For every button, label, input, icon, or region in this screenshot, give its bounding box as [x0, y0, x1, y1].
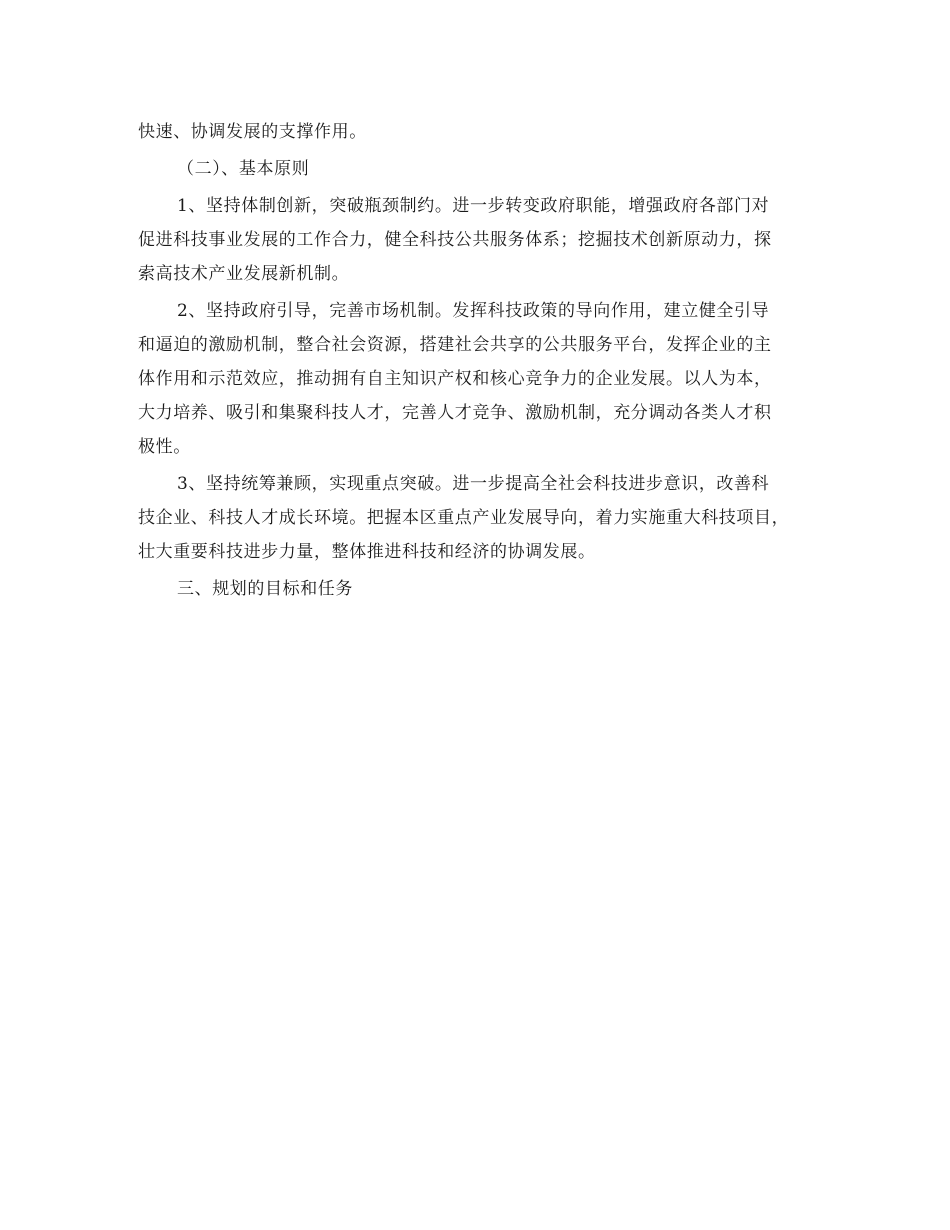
paragraph-line: 快速、协调发展的支撑作用。: [138, 122, 367, 142]
section-heading: 三、规划的目标和任务: [177, 579, 353, 599]
paragraph-line: 2、坚持政府引导，完善市场机制。发挥科技政策的导向作用，建立健全引导: [177, 301, 770, 321]
paragraph-line: 和逼迫的激励机制，整合社会资源，搭建社会共享的公共服务平台，发挥企业的主: [138, 335, 772, 355]
paragraph-line: 3、坚持统筹兼顾，实现重点突破。进一步提高全社会科技进步意识，改善科: [177, 474, 770, 494]
paragraph-line: 技企业、科技人才成长环境。把握本区重点产业发展导向，着力实施重大科技项目，: [138, 508, 790, 528]
paragraph-line: 壮大重要科技进步力量，整体推进科技和经济的协调发展。: [138, 542, 596, 562]
paragraph-line: 极性。: [138, 437, 191, 457]
section-heading: （二）、基本原则: [177, 159, 310, 179]
paragraph-line: 大力培养、吸引和集聚科技人才，完善人才竞争、激励机制，充分调动各类人才积: [138, 403, 772, 423]
paragraph-line: 索高技术产业发展新机制。: [138, 264, 350, 284]
paragraph-line: 体作用和示范效应，推动拥有自主知识产权和核心竞争力的企业发展。以人为本，: [138, 369, 772, 389]
paragraph-line: 1、坚持体制创新，突破瓶颈制约。进一步转变政府职能，增强政府各部门对: [177, 196, 770, 216]
paragraph-line: 促进科技事业发展的工作合力，健全科技公共服务体系；挖掘技术创新原动力，探: [138, 230, 772, 250]
